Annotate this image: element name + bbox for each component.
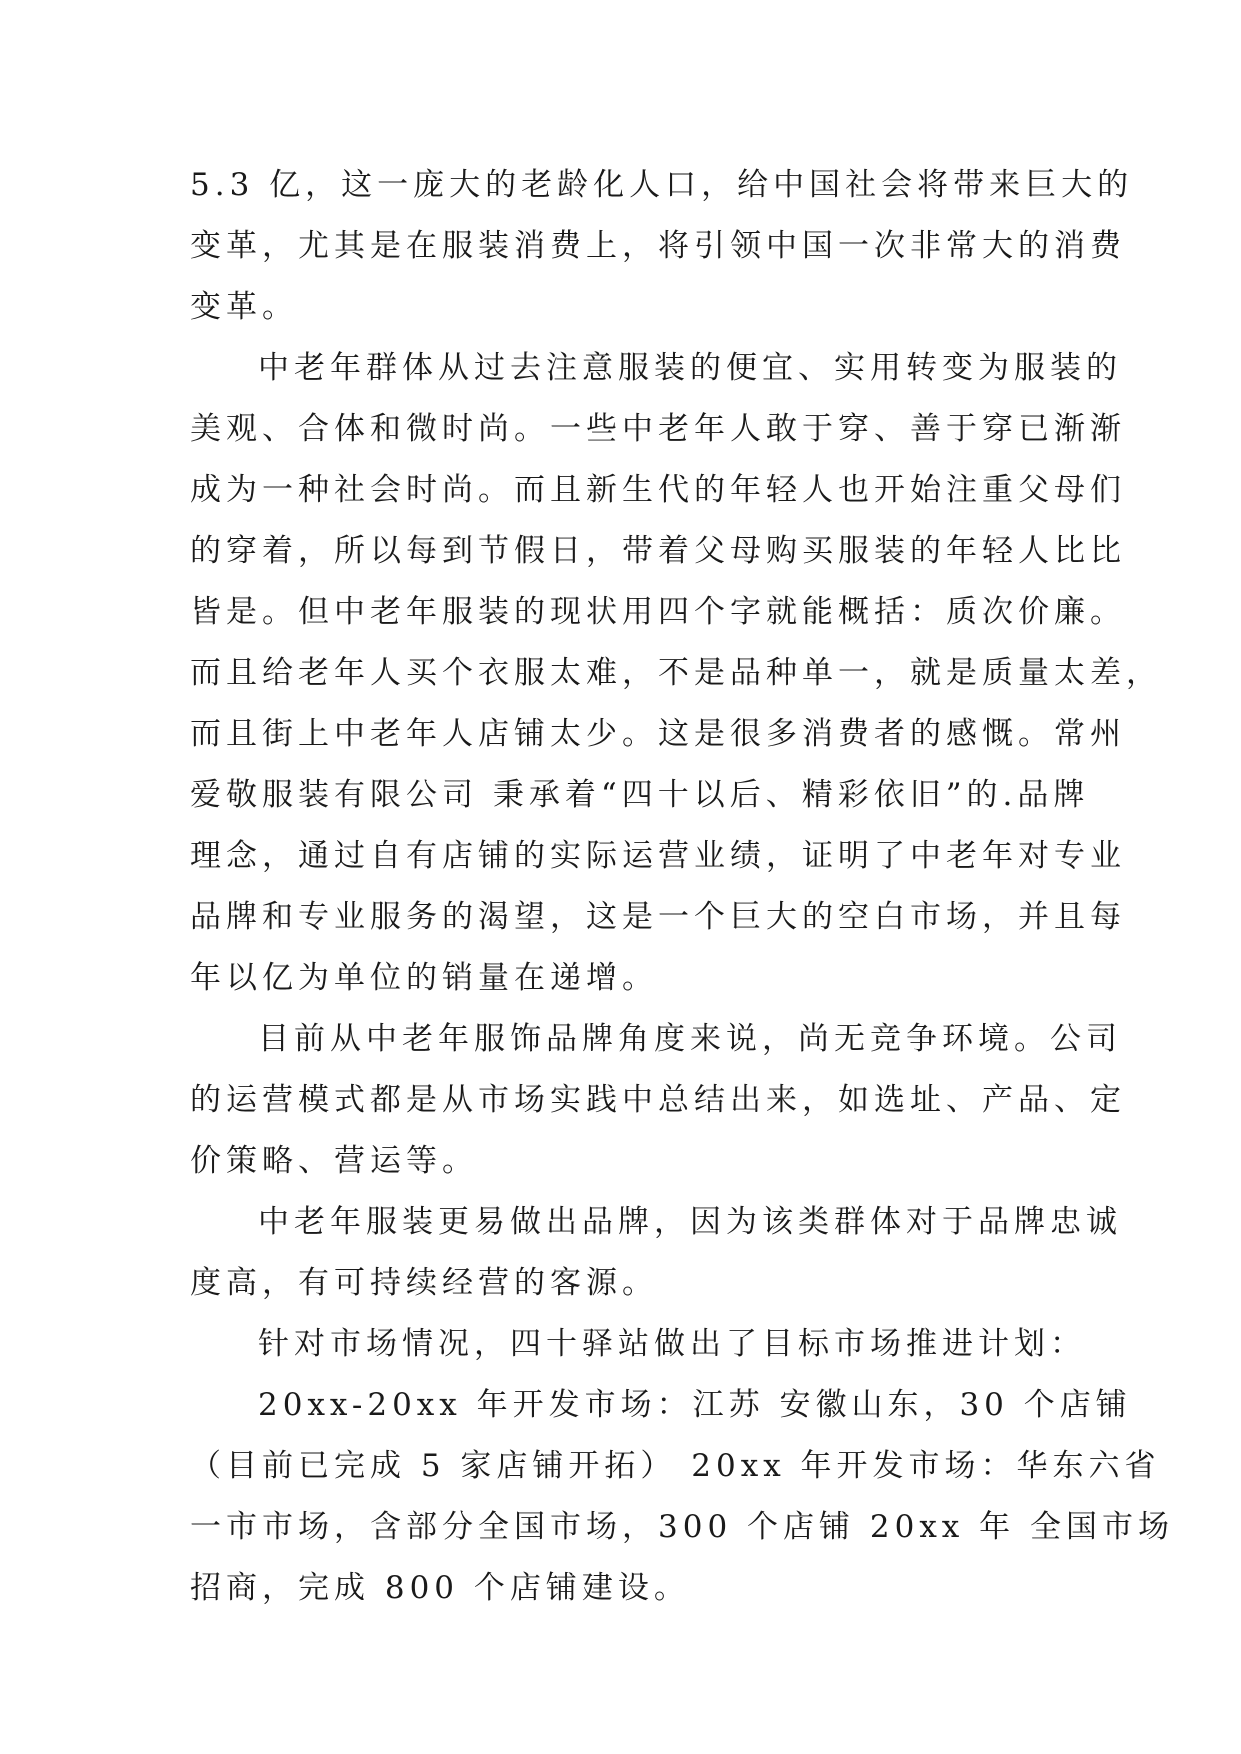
- text-line: 度高，有可持续经营的客源。: [190, 1265, 658, 1301]
- text-line: 5.3 亿，这一庞大的老龄化人口，给中国社会将带来巨大的: [190, 167, 1134, 203]
- text-line: 中老年群体从过去注意服装的便宜、实用转变为服装的: [258, 350, 1122, 386]
- text-line: 成为一种社会时尚。而且新生代的年轻人也开始注重父母们: [190, 472, 1126, 508]
- text-line: 而且街上中老年人店铺太少。这是很多消费者的感慨。常州: [190, 716, 1126, 752]
- text-line: 目前从中老年服饰品牌角度来说，尚无竞争环境。公司: [258, 1021, 1122, 1057]
- text-line: 20xx-20xx 年开发市场：江苏 安徽山东，30 个店铺: [258, 1387, 1132, 1423]
- paragraph-1: [190, 155, 1134, 338]
- text-line: 招商，完成 800 个店铺建设。: [190, 1570, 690, 1606]
- paragraph-5: [190, 1314, 1086, 1375]
- text-line: 皆是。但中老年服装的现状用四个字就能概括：质次价廉。: [190, 594, 1126, 630]
- text-line: 价策略、营运等。: [190, 1143, 478, 1179]
- text-line: 一市市场，含部分全国市场，300 个店铺 20xx 年 全国市场: [190, 1509, 1174, 1545]
- text-line: 品牌和专业服务的渴望，这是一个巨大的空白市场，并且每: [190, 899, 1126, 935]
- document-body: [190, 155, 1174, 1619]
- text-line: 而且给老年人买个衣服太难，不是品种单一，就是质量太差，: [190, 655, 1162, 691]
- paragraph-4: [190, 1192, 1122, 1314]
- paragraph-2: [190, 338, 1162, 1009]
- paragraph-3: [190, 1009, 1126, 1192]
- text-line: 爱敬服装有限公司 秉承着“四十以后、精彩依旧”的.品牌: [190, 777, 1090, 813]
- text-line: 的运营模式都是从市场实践中总结出来，如选址、产品、定: [190, 1082, 1126, 1118]
- text-line: 变革，尤其是在服装消费上，将引领中国一次非常大的消费: [190, 228, 1126, 264]
- paragraph-6: [190, 1375, 1174, 1619]
- text-line: 的穿着，所以每到节假日，带着父母购买服装的年轻人比比: [190, 533, 1126, 569]
- text-line: 年以亿为单位的销量在递增。: [190, 960, 658, 996]
- text-line: （目前已完成 5 家店铺开拓） 20xx 年开发市场：华东六省: [190, 1448, 1161, 1484]
- text-line: 针对市场情况，四十驿站做出了目标市场推进计划：: [258, 1326, 1086, 1362]
- text-line: 理念，通过自有店铺的实际运营业绩，证明了中老年对专业: [190, 838, 1126, 874]
- text-line: 中老年服装更易做出品牌，因为该类群体对于品牌忠诚: [258, 1204, 1122, 1240]
- text-line: 美观、合体和微时尚。一些中老年人敢于穿、善于穿已渐渐: [190, 411, 1126, 447]
- text-line: 变革。: [190, 289, 298, 325]
